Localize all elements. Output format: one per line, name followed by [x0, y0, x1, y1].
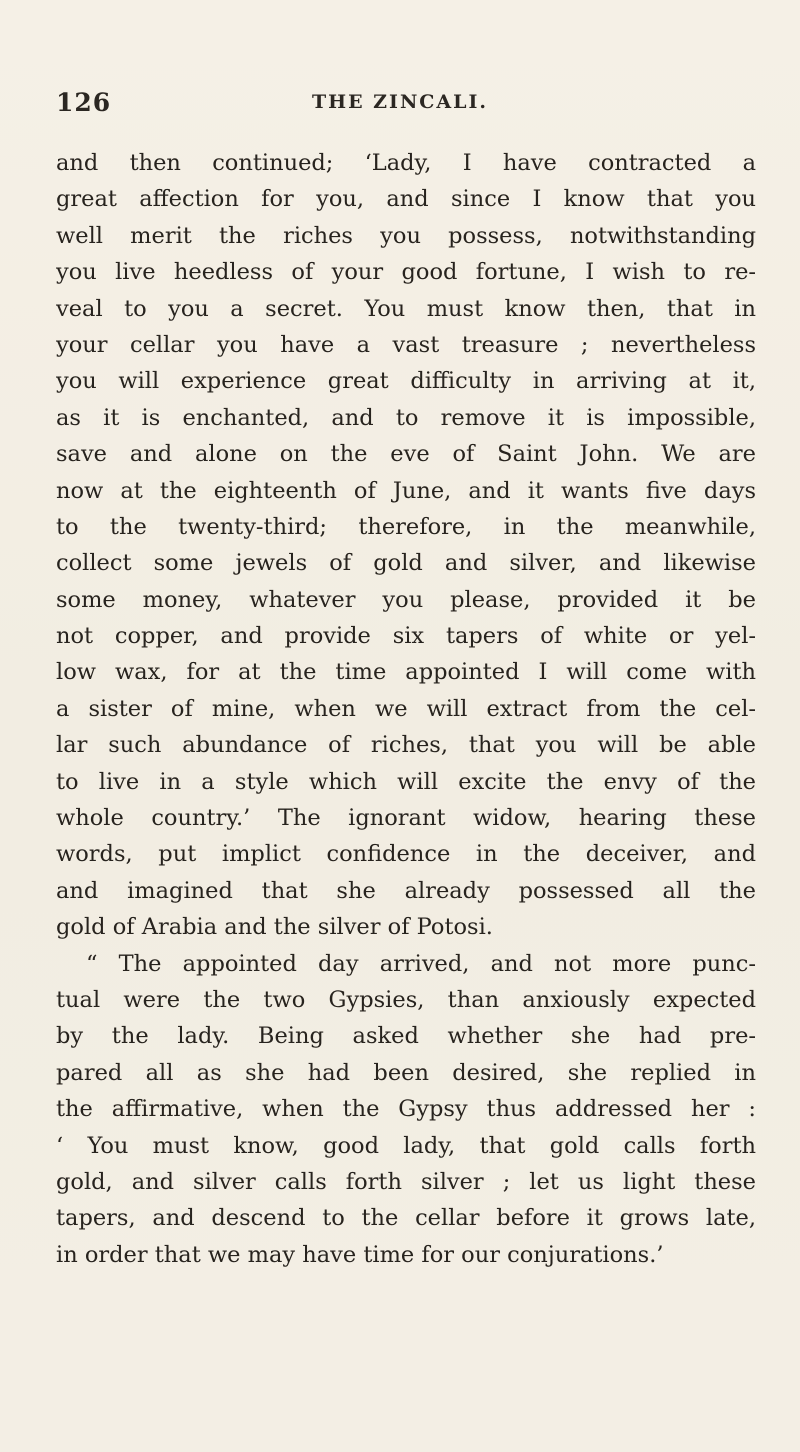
text-line: lar such abundance of riches, that you will be able: [56, 732, 756, 759]
text-line: the affirmative, when the Gypsy thus addressed her :: [56, 1096, 756, 1123]
text-line: you will experience great difficulty in arriving at it,: [56, 368, 756, 395]
text-line: ‘ You must know, good lady, that gold calls forth: [56, 1132, 756, 1159]
text-line: words, put implict confidence in the deceiver, and: [56, 841, 756, 868]
paragraph-end-line: gold of Arabia and the silver of Potosi.: [56, 914, 493, 941]
text-line: save and alone on the eve of Saint John. We are: [56, 441, 756, 468]
text-line: veal to you a secret. You must know then, that in: [56, 295, 756, 322]
running-head: [56, 88, 756, 122]
text-line: collect some jewels of gold and silver, and likewise: [56, 550, 756, 577]
text-line: not copper, and provide six tapers of white or yel-: [56, 623, 756, 650]
page-number: 126: [56, 88, 112, 117]
text-line: gold, and silver calls forth silver ; let us light these: [56, 1168, 756, 1195]
text-line: tual were the two Gypsies, than anxiously expected: [56, 986, 756, 1013]
text-line: some money, whatever you please, provided it be: [56, 586, 756, 613]
text-line: low wax, for at the time appointed I will come with: [56, 659, 756, 686]
text-line: your cellar you have a vast treasure ; nevertheless: [56, 331, 756, 358]
text-line: and imagined that she already possessed all the: [56, 877, 756, 904]
text-line: well merit the riches you possess, notwithstanding: [56, 222, 756, 249]
running-title: THE ZINCALI.: [312, 91, 489, 113]
text-line: now at the eighteenth of June, and it wants five days: [56, 477, 756, 504]
text-line: to the twenty-third; therefore, in the meanwhile,: [56, 513, 756, 540]
text-line: whole country.’ The ignorant widow, hearing these: [56, 805, 756, 832]
text-line: and then continued; ‘Lady, I have contracted a: [56, 150, 756, 176]
text-line: as it is enchanted, and to remove it is impossible,: [56, 404, 756, 431]
text-line: tapers, and descend to the cellar before it grows late,: [56, 1205, 756, 1232]
text-line: by the lady. Being asked whether she had pre-: [56, 1023, 756, 1050]
text-line: in order that we may have time for our conjurations.’: [56, 1241, 664, 1268]
body-text: [56, 145, 756, 1273]
text-line: to live in a style which will excite the envy of the: [56, 768, 756, 795]
text-line: you live heedless of your good fortune, I wish to re-: [56, 259, 756, 286]
paragraph-start-line: “ The appointed day arrived, and not more punc-: [86, 950, 756, 977]
text-line: a sister of mine, when we will extract from the cel-: [56, 695, 756, 722]
text-line: pared all as she had been desired, she replied in: [56, 1059, 756, 1086]
text-line: great affection for you, and since I know that you: [56, 186, 756, 213]
